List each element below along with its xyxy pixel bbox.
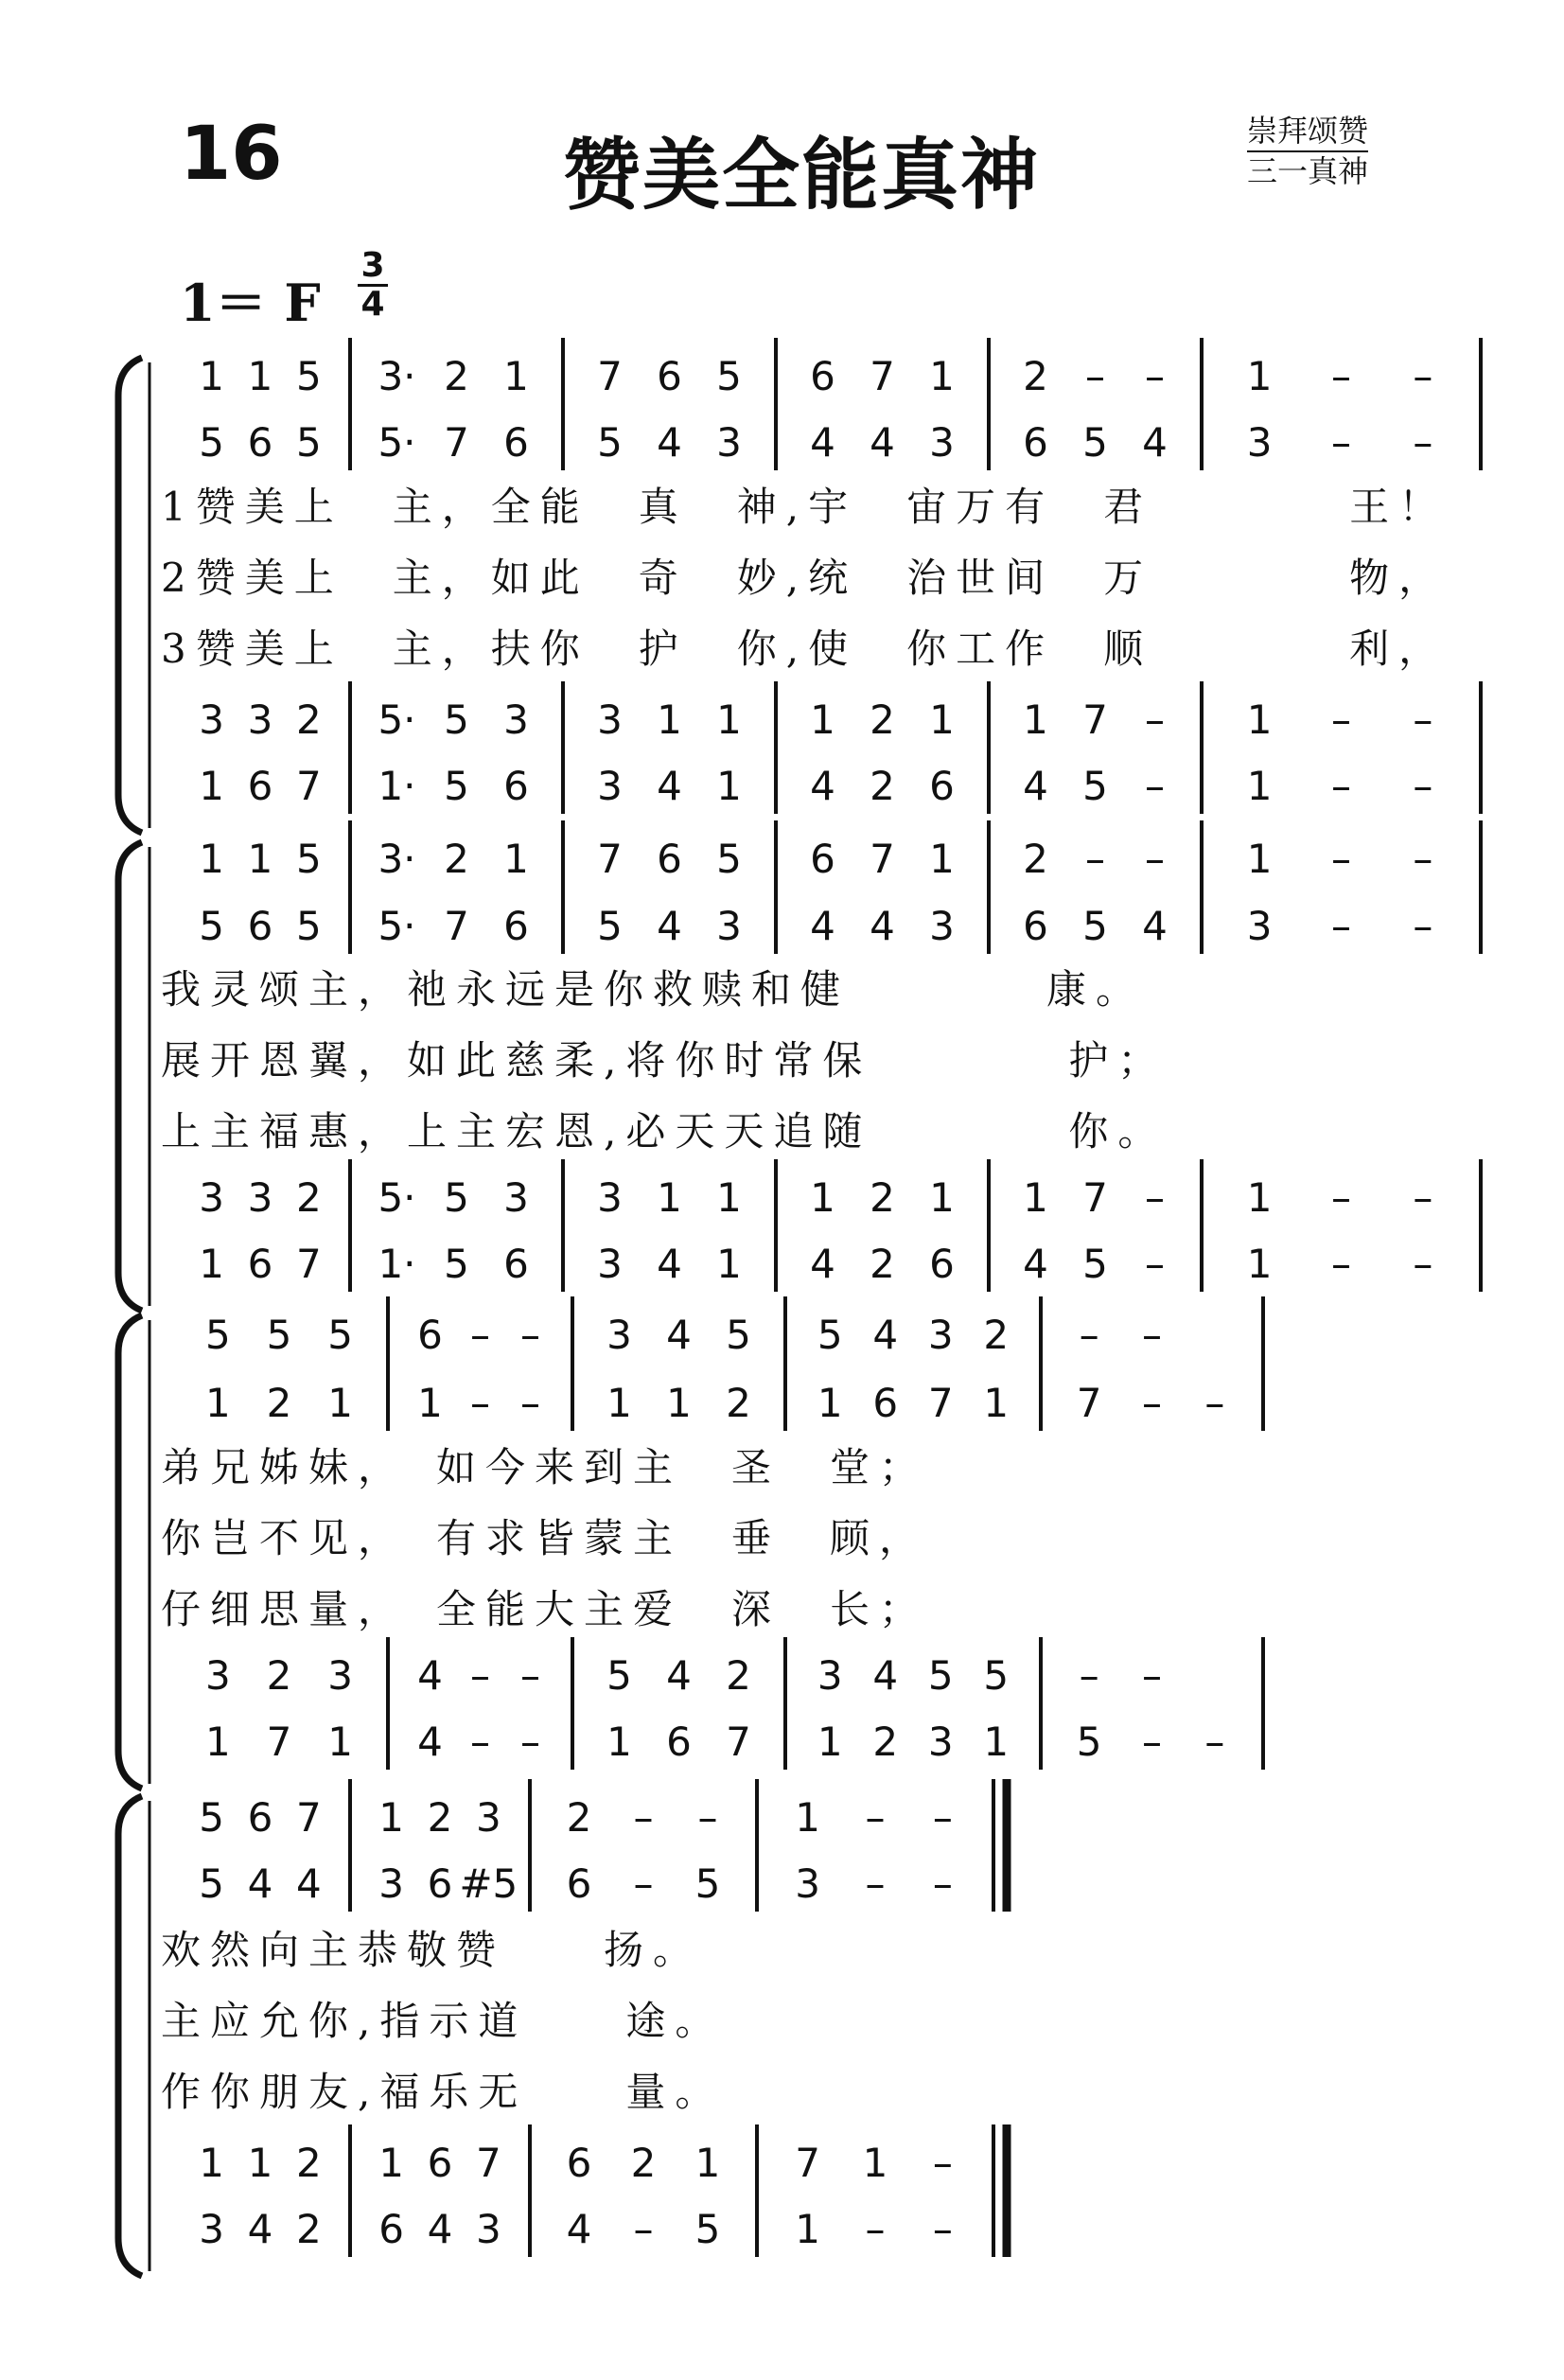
note: – xyxy=(1142,1380,1162,1426)
note: 5 xyxy=(716,353,742,399)
note: 3 xyxy=(716,903,742,949)
note: 1 xyxy=(503,353,529,399)
note: 7 xyxy=(1076,1380,1102,1426)
note: – xyxy=(633,1794,654,1841)
note: 1 xyxy=(204,1380,231,1426)
note: 4 xyxy=(810,903,835,949)
note: 3 xyxy=(199,2206,225,2252)
note: 5 xyxy=(1082,1241,1108,1287)
note: – xyxy=(470,1652,490,1699)
note: – xyxy=(1142,1312,1162,1358)
note: 6 xyxy=(247,419,273,466)
note: 6 xyxy=(503,1241,529,1287)
note: 5 xyxy=(1076,1719,1102,1765)
note: 7 xyxy=(927,1380,954,1426)
note: 7 xyxy=(1082,696,1108,743)
note: – xyxy=(1204,1380,1225,1426)
note: 4 xyxy=(872,1312,899,1358)
note: 2 xyxy=(295,696,322,743)
note: – xyxy=(1331,1241,1351,1287)
note: – xyxy=(932,1794,953,1841)
note: 1 xyxy=(247,2140,273,2186)
note: 1 xyxy=(1246,696,1273,743)
note: 5 xyxy=(444,1174,469,1221)
note: 2 xyxy=(983,1312,1010,1358)
note: – xyxy=(1079,1652,1099,1699)
note: 3 xyxy=(606,1312,632,1358)
note: 7 xyxy=(597,836,623,882)
note: – xyxy=(1413,763,1433,809)
note: 4 xyxy=(870,903,895,949)
note: 3 xyxy=(927,1312,954,1358)
note: 6 xyxy=(810,836,835,882)
note: 5 xyxy=(726,1312,751,1358)
note: 5· xyxy=(378,903,416,949)
note: 1 xyxy=(929,353,955,399)
note: 4 xyxy=(1023,1241,1048,1287)
note: 4 xyxy=(417,1719,443,1765)
note: 2 xyxy=(1023,353,1048,399)
note: 2 xyxy=(266,1652,292,1699)
note: 1 xyxy=(1246,836,1273,882)
note: 1 xyxy=(666,1380,692,1426)
note: 3 xyxy=(247,1174,273,1221)
note: 5 xyxy=(983,1652,1010,1699)
note: – xyxy=(1085,353,1105,399)
note: 6 xyxy=(247,903,273,949)
note: 1 xyxy=(247,353,273,399)
note: 1 xyxy=(199,763,225,809)
note: 3 xyxy=(204,1652,231,1699)
note: 1 xyxy=(1246,763,1273,809)
system-bracket xyxy=(118,1315,142,1789)
note: 5 xyxy=(1082,903,1108,949)
note: 2 xyxy=(726,1652,751,1699)
note: 6 xyxy=(417,1312,443,1358)
note: 1 xyxy=(327,1719,354,1765)
note: – xyxy=(1145,353,1165,399)
note: 7 xyxy=(295,763,322,809)
note: 4 xyxy=(417,1652,443,1699)
note: 3 xyxy=(503,696,529,743)
note: 4 xyxy=(295,1860,322,1907)
note: 5 xyxy=(597,903,623,949)
note: 2 xyxy=(295,2140,322,2186)
note: – xyxy=(932,1860,953,1907)
note: 1 xyxy=(199,1241,225,1287)
note: 7 xyxy=(870,836,895,882)
note: 1 xyxy=(983,1719,1010,1765)
note: – xyxy=(1331,763,1351,809)
note: 4 xyxy=(657,419,682,466)
note: 6 xyxy=(503,903,529,949)
system-bracket xyxy=(118,842,142,1311)
note: 2 xyxy=(630,2140,657,2186)
note: 1 xyxy=(694,2140,721,2186)
note: 1 xyxy=(983,1380,1010,1426)
note: 1 xyxy=(716,763,742,809)
note: – xyxy=(1145,836,1165,882)
note: 6 xyxy=(1023,419,1048,466)
note: 1 xyxy=(327,1380,354,1426)
note: – xyxy=(865,1860,886,1907)
note: – xyxy=(932,2140,953,2186)
note: 3 xyxy=(597,1241,623,1287)
note: – xyxy=(865,2206,886,2252)
lyric-line: 1赞美上 主，全能 真 神,宇 宙万有 君 王！ xyxy=(161,484,1449,530)
note: – xyxy=(470,1312,490,1358)
note: 1 xyxy=(716,696,742,743)
category-primary: 崇拜颂赞 xyxy=(1247,112,1368,152)
system-bracket xyxy=(118,358,142,833)
note: 3 xyxy=(597,763,623,809)
note: 1 xyxy=(199,2140,225,2186)
lyric-line: 2赞美上 主，如此 奇 妙,统 治世间 万 物， xyxy=(161,555,1449,601)
note: 5 xyxy=(927,1652,954,1699)
note: 3 xyxy=(199,1174,225,1221)
note: 5 xyxy=(204,1312,231,1358)
key-signature: 1＝ F xyxy=(180,273,321,333)
hymn-title: 赞美全能真神 xyxy=(563,130,1041,220)
note: 3 xyxy=(927,1719,954,1765)
note: 5 xyxy=(606,1652,632,1699)
note: 3· xyxy=(378,353,416,399)
note: 5 xyxy=(817,1312,843,1358)
lyric-line: 你岂不见， 有求皆蒙主 垂 顾， xyxy=(161,1515,929,1561)
note: 5 xyxy=(1082,763,1108,809)
note: 2 xyxy=(872,1719,899,1765)
note: – xyxy=(1079,1312,1099,1358)
note: – xyxy=(932,2206,953,2252)
note: 2 xyxy=(870,1174,895,1221)
note: – xyxy=(1145,763,1165,809)
note: 5· xyxy=(378,419,416,466)
note: 3 xyxy=(503,1174,529,1221)
note: – xyxy=(1142,1719,1162,1765)
note: 1 xyxy=(929,836,955,882)
note: – xyxy=(1413,353,1433,399)
note: 2 xyxy=(295,2206,322,2252)
note: 7 xyxy=(1082,1174,1108,1221)
note: 2 xyxy=(1023,836,1048,882)
note: 5 xyxy=(199,1794,225,1841)
note: 2 xyxy=(566,1794,592,1841)
lyric-line: 主应允你,指示道 途。 xyxy=(161,1998,725,2044)
note: – xyxy=(1142,1652,1162,1699)
note: 6 xyxy=(872,1380,899,1426)
note: 3 xyxy=(199,696,225,743)
note: 1 xyxy=(929,696,955,743)
lyric-line: 仔细思量， 全能大主爱 深 长； xyxy=(161,1586,929,1632)
note: 3 xyxy=(597,696,623,743)
note: – xyxy=(520,1719,540,1765)
note: 1 xyxy=(817,1380,843,1426)
lyric-line: 我灵颂主，祂永远是你救赎和健 康。 xyxy=(161,966,1146,1013)
note: 4 xyxy=(870,419,895,466)
note: 3 xyxy=(247,696,273,743)
note: 1 xyxy=(378,1794,405,1841)
note: – xyxy=(520,1652,540,1699)
note: – xyxy=(1331,696,1351,743)
note: 5· xyxy=(378,1174,416,1221)
note: 3 xyxy=(929,903,955,949)
note: 5 xyxy=(716,836,742,882)
note: – xyxy=(633,1860,654,1907)
note: – xyxy=(520,1312,540,1358)
note: 1 xyxy=(1246,353,1273,399)
note: 4 xyxy=(1142,903,1168,949)
note: 1 xyxy=(204,1719,231,1765)
note: 5· xyxy=(378,696,416,743)
note: 1 xyxy=(795,1794,821,1841)
note: 1 xyxy=(199,353,225,399)
note: 6 xyxy=(566,2140,592,2186)
note: 1 xyxy=(417,1380,443,1426)
note: 2 xyxy=(870,763,895,809)
note: 5 xyxy=(1082,419,1108,466)
note: 5 xyxy=(266,1312,292,1358)
note: 4 xyxy=(810,419,835,466)
note: 5 xyxy=(295,903,322,949)
note: 4 xyxy=(657,903,682,949)
note: 6 xyxy=(1023,903,1048,949)
note: 3 xyxy=(475,1794,501,1841)
note: 1 xyxy=(657,1174,682,1221)
note: 4 xyxy=(657,1241,682,1287)
note: 5 xyxy=(444,1241,469,1287)
note: 7 xyxy=(444,419,469,466)
note: 7 xyxy=(795,2140,821,2186)
note: 1 xyxy=(810,696,835,743)
note: 3 xyxy=(327,1652,354,1699)
note: – xyxy=(1331,419,1351,466)
note: 2 xyxy=(444,353,469,399)
note: – xyxy=(1204,1719,1225,1765)
system-bracket xyxy=(118,1796,142,2276)
note: 5 xyxy=(694,1860,721,1907)
note: 6 xyxy=(503,763,529,809)
note: 6 xyxy=(503,419,529,466)
note: – xyxy=(1145,1174,1165,1221)
hymn-number: 16 xyxy=(180,112,283,197)
lyric-line: 3赞美上 主，扶你 护 你,使 你工作 顺 利， xyxy=(161,626,1449,672)
note: 5 xyxy=(199,903,225,949)
note: 1 xyxy=(716,1241,742,1287)
note: 4 xyxy=(872,1652,899,1699)
note: 1· xyxy=(378,1241,416,1287)
note: – xyxy=(1331,836,1351,882)
note: 4 xyxy=(1023,763,1048,809)
note: – xyxy=(1413,1241,1433,1287)
note: 3 xyxy=(475,2206,501,2252)
note: 5 xyxy=(444,696,469,743)
note: 1 xyxy=(716,1174,742,1221)
note: 1 xyxy=(795,2206,821,2252)
note: 6 xyxy=(427,1860,453,1907)
note: 1 xyxy=(606,1719,632,1765)
note: – xyxy=(1145,696,1165,743)
note: 4 xyxy=(247,1860,273,1907)
note: 5 xyxy=(295,419,322,466)
note: 3· xyxy=(378,836,416,882)
note: 7 xyxy=(295,1794,322,1841)
note: 7 xyxy=(266,1719,292,1765)
note: 3 xyxy=(597,1174,623,1221)
note: 5 xyxy=(295,353,322,399)
note: 6 xyxy=(929,763,955,809)
note: 7 xyxy=(475,2140,501,2186)
note: 6 xyxy=(666,1719,692,1765)
note: 1 xyxy=(503,836,529,882)
note: 6 xyxy=(566,1860,592,1907)
note: 3 xyxy=(378,1860,405,1907)
lyric-line: 作你朋友,福乐无 量。 xyxy=(161,2069,725,2115)
note: 1· xyxy=(378,763,416,809)
lyric-line: 上主福惠，上主宏恩,必天天追随 你。 xyxy=(161,1108,1168,1155)
note: 1 xyxy=(199,836,225,882)
note: 1 xyxy=(810,1174,835,1221)
note: – xyxy=(633,2206,654,2252)
time-signature-top: 3 xyxy=(358,248,388,287)
time-signature-bottom: 4 xyxy=(360,285,385,324)
note: 3 xyxy=(929,419,955,466)
note: 2 xyxy=(726,1380,751,1426)
note: 3 xyxy=(1246,419,1273,466)
note: 3 xyxy=(817,1652,843,1699)
category-secondary: 三一真神 xyxy=(1247,153,1369,189)
note: 6 xyxy=(810,353,835,399)
note: 4 xyxy=(566,2206,592,2252)
note: 6 xyxy=(247,763,273,809)
note: 7 xyxy=(870,353,895,399)
note: 5 xyxy=(199,419,225,466)
note: – xyxy=(1413,696,1433,743)
note: 7 xyxy=(444,903,469,949)
lyric-line: 欢然向主恭敬赞 扬。 xyxy=(161,1927,703,1973)
note: 4 xyxy=(1142,419,1168,466)
note: – xyxy=(470,1380,490,1426)
lyric-line: 展开恩翼，如此慈柔,将你时常保 护； xyxy=(161,1037,1168,1084)
note: – xyxy=(697,1794,718,1841)
note: 2 xyxy=(870,696,895,743)
note: 3 xyxy=(795,1860,821,1907)
note: 1 xyxy=(378,2140,405,2186)
note: – xyxy=(1331,903,1351,949)
note: – xyxy=(865,1794,886,1841)
note: 1 xyxy=(929,1174,955,1221)
note: #5 xyxy=(459,1860,518,1907)
note: 1 xyxy=(1023,696,1048,743)
note: 2 xyxy=(444,836,469,882)
note: – xyxy=(1145,1241,1165,1287)
note: 4 xyxy=(666,1652,692,1699)
note: 2 xyxy=(266,1380,292,1426)
note: 5 xyxy=(597,419,623,466)
note: 7 xyxy=(597,353,623,399)
note: 1 xyxy=(247,836,273,882)
note: – xyxy=(1331,1174,1351,1221)
note: – xyxy=(1413,1174,1433,1221)
note: 5 xyxy=(444,763,469,809)
note: – xyxy=(520,1380,540,1426)
lyric-line: 弟兄姊妹， 如今来到主 圣 堂； xyxy=(161,1444,929,1490)
note: 4 xyxy=(810,1241,835,1287)
note: 4 xyxy=(810,763,835,809)
note: 1 xyxy=(657,696,682,743)
note: 2 xyxy=(427,1794,453,1841)
note: 1 xyxy=(817,1719,843,1765)
note: 6 xyxy=(929,1241,955,1287)
note: 5 xyxy=(295,836,322,882)
note: 1 xyxy=(606,1380,632,1426)
note: 1 xyxy=(1246,1241,1273,1287)
note: – xyxy=(470,1719,490,1765)
note: 6 xyxy=(657,353,682,399)
note: 1 xyxy=(862,2140,888,2186)
note: 5 xyxy=(327,1312,354,1358)
note: – xyxy=(1085,836,1105,882)
note: – xyxy=(1413,419,1433,466)
note: 2 xyxy=(295,1174,322,1221)
note: 5 xyxy=(199,1860,225,1907)
note: 1 xyxy=(1246,1174,1273,1221)
note: 3 xyxy=(716,419,742,466)
note: 6 xyxy=(247,1794,273,1841)
note: 4 xyxy=(247,2206,273,2252)
note: 6 xyxy=(427,2140,453,2186)
note: – xyxy=(1331,353,1351,399)
note: 5 xyxy=(694,2206,721,2252)
note: – xyxy=(1413,903,1433,949)
note: 7 xyxy=(726,1719,751,1765)
note: 3 xyxy=(1246,903,1273,949)
note: 6 xyxy=(657,836,682,882)
note: 2 xyxy=(870,1241,895,1287)
note: 4 xyxy=(657,763,682,809)
note: 1 xyxy=(1023,1174,1048,1221)
note: 4 xyxy=(666,1312,692,1358)
note: 7 xyxy=(295,1241,322,1287)
note: – xyxy=(1413,836,1433,882)
note: 4 xyxy=(427,2206,453,2252)
note: 6 xyxy=(378,2206,405,2252)
note: 6 xyxy=(247,1241,273,1287)
